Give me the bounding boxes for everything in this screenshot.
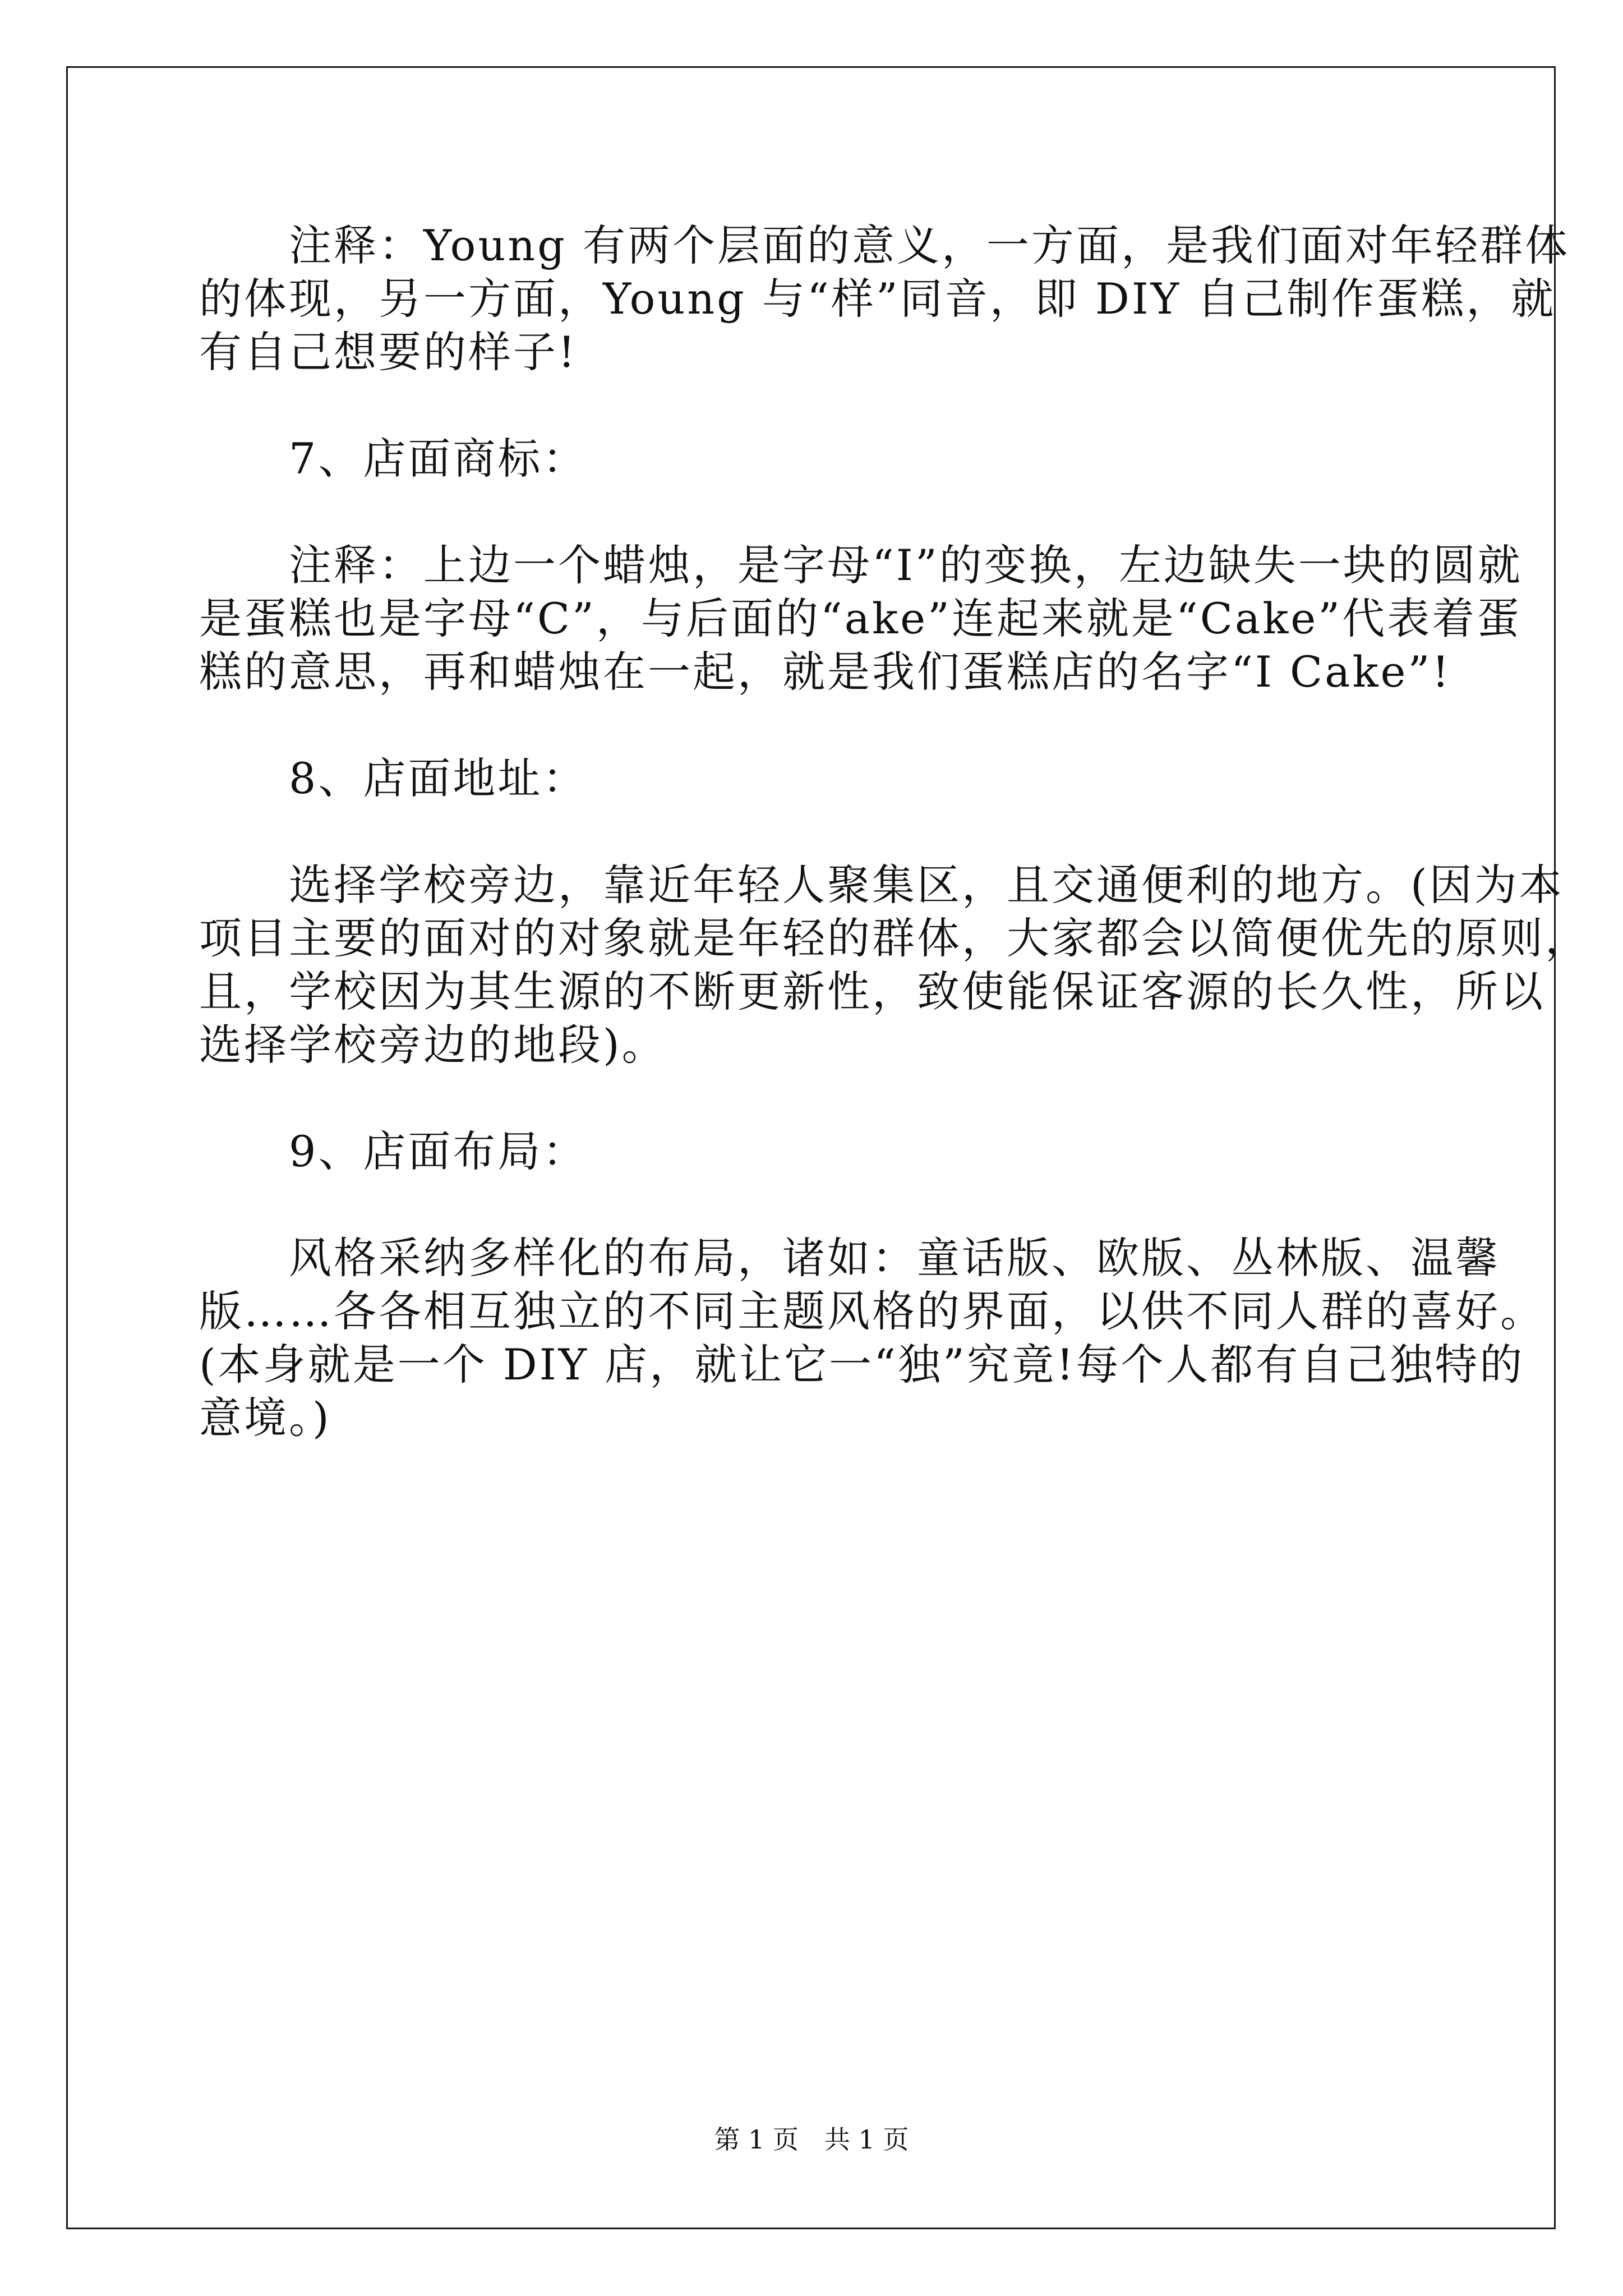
section-heading: 7、店面商标： bbox=[199, 434, 588, 484]
text-line: 意境。) bbox=[199, 1393, 331, 1443]
text-line: 糕的意思，再和蜡烛在一起，就是我们蛋糕店的名字“I Cake”! bbox=[199, 647, 1451, 697]
heading-store-address bbox=[199, 752, 1433, 805]
text-line: 注释：Young 有两个层面的意义，一方面，是我们面对年轻群体 bbox=[199, 220, 1570, 270]
document-body bbox=[199, 219, 1590, 1498]
text-line: 有自己想要的样子! bbox=[199, 327, 578, 377]
page-number-footer: 第 1 页 共 1 页 bbox=[714, 2124, 909, 2155]
text-line: 版……各各相互独立的不同主题风格的界面，以供不同人群的喜好。 bbox=[199, 1286, 1545, 1336]
paragraph-address bbox=[199, 858, 1590, 1071]
section-heading: 8、店面地址： bbox=[199, 753, 588, 803]
heading-store-logo bbox=[199, 432, 1433, 485]
text-line: (本身就是一个 DIY 店，就让它一“独”究竟!每个人都有自己独特的 bbox=[199, 1340, 1525, 1389]
text-line: 选择学校旁边，靠近年轻人聚集区，且交通便利的地方。(因为本 bbox=[199, 860, 1564, 910]
text-line: 是蛋糕也是字母“C”，与后面的“ake”连起来就是“Cake”代表着蛋 bbox=[199, 593, 1522, 643]
text-line: 项目主要的面对的对象就是年轻的群体，大家都会以简便优先的原则， bbox=[199, 913, 1590, 963]
paragraph-logo-note bbox=[199, 539, 1523, 698]
heading-store-layout bbox=[199, 1125, 1433, 1178]
text-line: 风格采纳多样化的布局，诸如：童话版、欧版、丛林版、温馨 bbox=[199, 1233, 1500, 1283]
text-line: 的体现，另一方面，Young 与“样”同音，即 DIY 自己制作蛋糕，就 bbox=[199, 274, 1556, 324]
text-line: 且，学校因为其生源的不断更新性，致使能保证客源的长久性，所以 bbox=[199, 967, 1545, 1016]
paragraph-young-note bbox=[199, 219, 1570, 379]
section-heading: 9、店面布局： bbox=[199, 1126, 588, 1176]
text-line: 选择学校旁边的地段)。 bbox=[199, 1020, 667, 1070]
text-line: 注释：上边一个蜡烛，是字母“I”的变换，左边缺失一块的圆就 bbox=[199, 540, 1523, 590]
paragraph-layout bbox=[199, 1231, 1545, 1444]
